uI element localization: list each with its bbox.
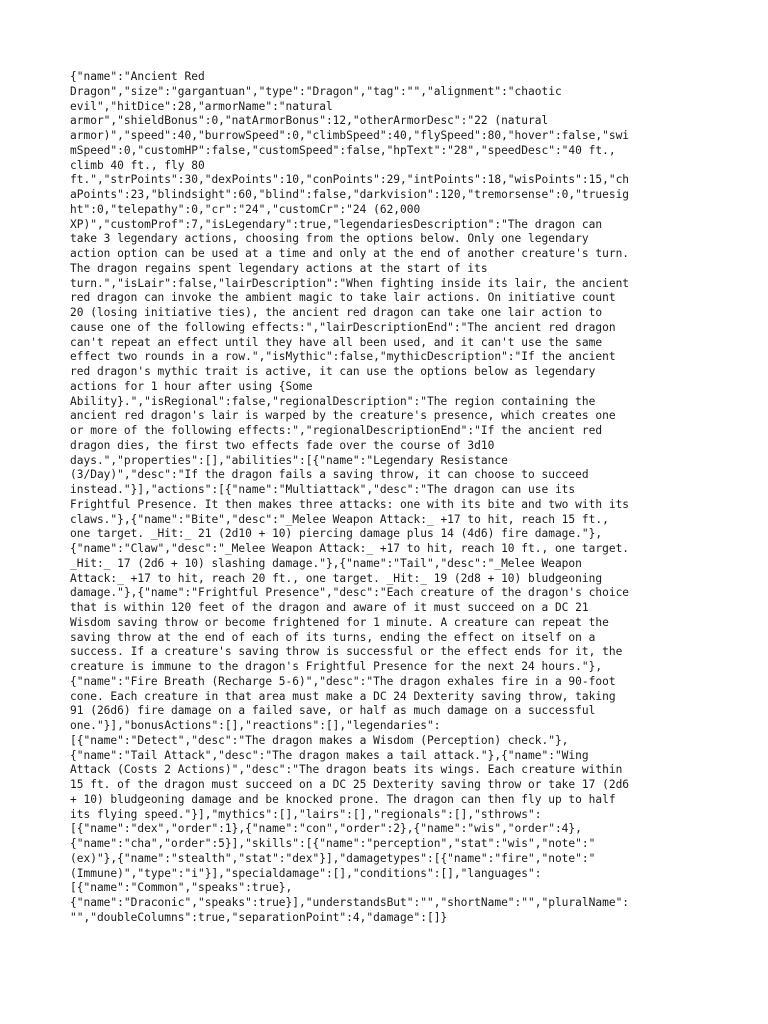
text-line: its flying speed."}],"mythics":[],"lairs":[],"regionals":[],"sthrows":	[70, 807, 542, 821]
text-line: one target. _Hit:_ 21 (2d10 + 10) piercing damage plus 14 (4d6) fire damage."},	[70, 527, 603, 541]
text-line: {"name":"Draconic","speaks":true}],"understandsBut":"","shortName":"","pluralName":	[70, 896, 630, 909]
text-line: Wisdom saving throw or become frightened for 1 minute. A creature can repeat the	[70, 615, 609, 629]
text-line: 91 (26d6) fire damage on a failed save, or half as much damage on a successful	[70, 704, 596, 718]
json-text-block	[70, 70, 698, 926]
text-line: Frightful Presence. It then makes three attacks: one with its bite and two with its	[70, 497, 630, 511]
text-line: that is within 120 feet of the dragon and aware of it must succeed on a DC 21	[70, 601, 589, 614]
text-line: {"name":"cha","order":5}],"skills":[{"name":"perception","stat":"wis","note":"	[70, 837, 596, 850]
text-line: cone. Each creature in that area must make a DC 24 Dexterity saving throw, taking	[70, 689, 616, 703]
text-line: climb 40 ft., fly 80	[70, 158, 205, 172]
text-line: days.","properties":[],"abilities":[{"name":"Legendary Resistance	[70, 453, 508, 467]
text-line: creature is immune to the dragon's Frightful Presence for the next 24 hours."},	[70, 660, 603, 673]
text-line: Attack (Costs 2 Actions)","desc":"The dragon beats its wings. Each creature within	[70, 763, 623, 777]
text-line: or more of the following effects:","regionalDescriptionEnd":"If the ancient red	[70, 424, 603, 437]
text-line: + 10) bludgeoning damage and be knocked prone. The dragon can then fly up to half	[70, 792, 616, 806]
text-line: can't repeat an effect until they have all been used, and it can't use the same	[70, 335, 603, 349]
text-line: The dragon regains spent legendary actions at the start of its	[70, 261, 488, 275]
text-line: dragon dies, the first two effects fade over the course of 3d10	[70, 438, 495, 452]
text-line: damage."},{"name":"Frightful Presence","desc":"Each creature of the dragon's choice	[70, 586, 630, 600]
text-line: {"name":"Ancient Red	[70, 70, 205, 83]
text-line: [{"name":"Detect","desc":"The dragon makes a Wisdom (Perception) check."},	[70, 733, 569, 747]
text-line: ft.","strPoints":30,"dexPoints":10,"conPoints":29,"intPoints":18,"wisPoints":15,"ch	[70, 173, 630, 187]
text-line: take 3 legendary actions, choosing from the options below. Only one legendary	[70, 232, 589, 246]
text-line: [{"name":"dex","order":1},{"name":"con","order":2},{"name":"wis","order":4},	[70, 822, 582, 836]
text-line: (3/Day)","desc":"If the dragon fails a saving throw, it can choose to succeed	[70, 468, 589, 482]
text-line: success. If a creature's saving throw is successful or the effect ends for it, the	[70, 645, 623, 659]
text-line: armor)","speed":40,"burrowSpeed":0,"climbSpeed":40,"flySpeed":80,"hover":false,"swi	[70, 129, 630, 142]
text-line: 20 (losing initiative ties), the ancient red dragon can take one lair action to	[70, 306, 603, 319]
text-line: mSpeed":0,"customHP":false,"customSpeed":false,"hpText":"28","speedDesc":"40 ft.,	[70, 143, 616, 157]
text-line: evil","hitDice":28,"armorName":"natural	[70, 99, 333, 113]
text-line: _Hit:_ 17 (2d6 + 10) slashing damage."},{"name":"Tail","desc":"_Melee Weapon	[70, 556, 582, 570]
text-line: red dragon's mythic trait is active, it can use the options below as legendary	[70, 365, 596, 378]
text-line: one."}],"bonusActions":[],"reactions":[],"legendaries":	[70, 719, 441, 732]
text-line: action option can be used at a time and only at the end of another creature's turn.	[70, 247, 630, 260]
text-line: {"name":"Fire Breath (Recharge 5-6)","desc":"The dragon exhales fire in a 90-foot	[70, 674, 616, 688]
text-line: 15 ft. of the dragon must succeed on a DC 25 Dexterity saving throw or take 17 (2d6	[70, 778, 630, 791]
text-line: actions for 1 hour after using {Some	[70, 379, 313, 393]
text-line: ancient red dragon's lair is warped by the creature's presence, which creates one	[70, 409, 616, 423]
text-line: armor","shieldBonus":0,"natArmorBonus":12,"otherArmorDesc":"22 (natural	[70, 114, 549, 128]
text-line: XP)","customProf":7,"isLegendary":true,"legendariesDescription":"The dragon can	[70, 217, 603, 231]
text-line: turn.","isLair":false,"lairDescription":"When fighting inside its lair, the ancient	[70, 276, 630, 290]
text-line: {"name":"Claw","desc":"_Melee Weapon Attack:_ +17 to hit, reach 10 ft., one target.	[70, 542, 630, 555]
text-line: ht":0,"telepathy":0,"cr":"24","customCr":"24 (62,000	[70, 202, 421, 216]
text-line: claws."},{"name":"Bite","desc":"_Melee Weapon Attack:_ +17 to hit, reach 15 ft.,	[70, 512, 609, 526]
text-line: [{"name":"Common","speaks":true},	[70, 881, 293, 895]
text-line: Dragon","size":"gargantuan","type":"Dragon","tag":"","alignment":"chaotic	[70, 84, 562, 98]
text-line: Attack:_ +17 to hit, reach 20 ft., one target. _Hit:_ 19 (2d8 + 10) bludgeoning	[70, 571, 603, 585]
text-line: cause one of the following effects:","lairDescriptionEnd":"The ancient red dragon	[70, 320, 616, 334]
text-line: instead."}],"actions":[{"name":"Multiattack","desc":"The dragon can use its	[70, 483, 576, 496]
text-line: Ability}.","isRegional":false,"regionalDescription":"The region containing the	[70, 394, 596, 408]
text-line: saving throw at the end of each of its turns, ending the effect on itself on a	[70, 630, 596, 644]
text-line: red dragon can invoke the ambient magic to take lair actions. On initiative count	[70, 291, 616, 305]
text-line: (ex)"},{"name":"stealth","stat":"dex"}],"damagetypes":[{"name":"fire","note":"	[70, 851, 596, 865]
text-line: {"name":"Tail Attack","desc":"The dragon makes a tail attack."},{"name":"Wing	[70, 748, 589, 762]
text-line: effect two rounds in a row.","isMythic":false,"mythicDescription":"If the ancient	[70, 350, 616, 364]
text-line: aPoints":23,"blindsight":60,"blind":false,"darkvision":120,"tremorsense":0,"truesig	[70, 188, 630, 201]
text-line: (Immune)","type":"i"}],"specialdamage":[],"conditions":[],"languages":	[70, 866, 542, 880]
text-line: "","doubleColumns":true,"separationPoint":4,"damage":[]}	[70, 910, 448, 924]
